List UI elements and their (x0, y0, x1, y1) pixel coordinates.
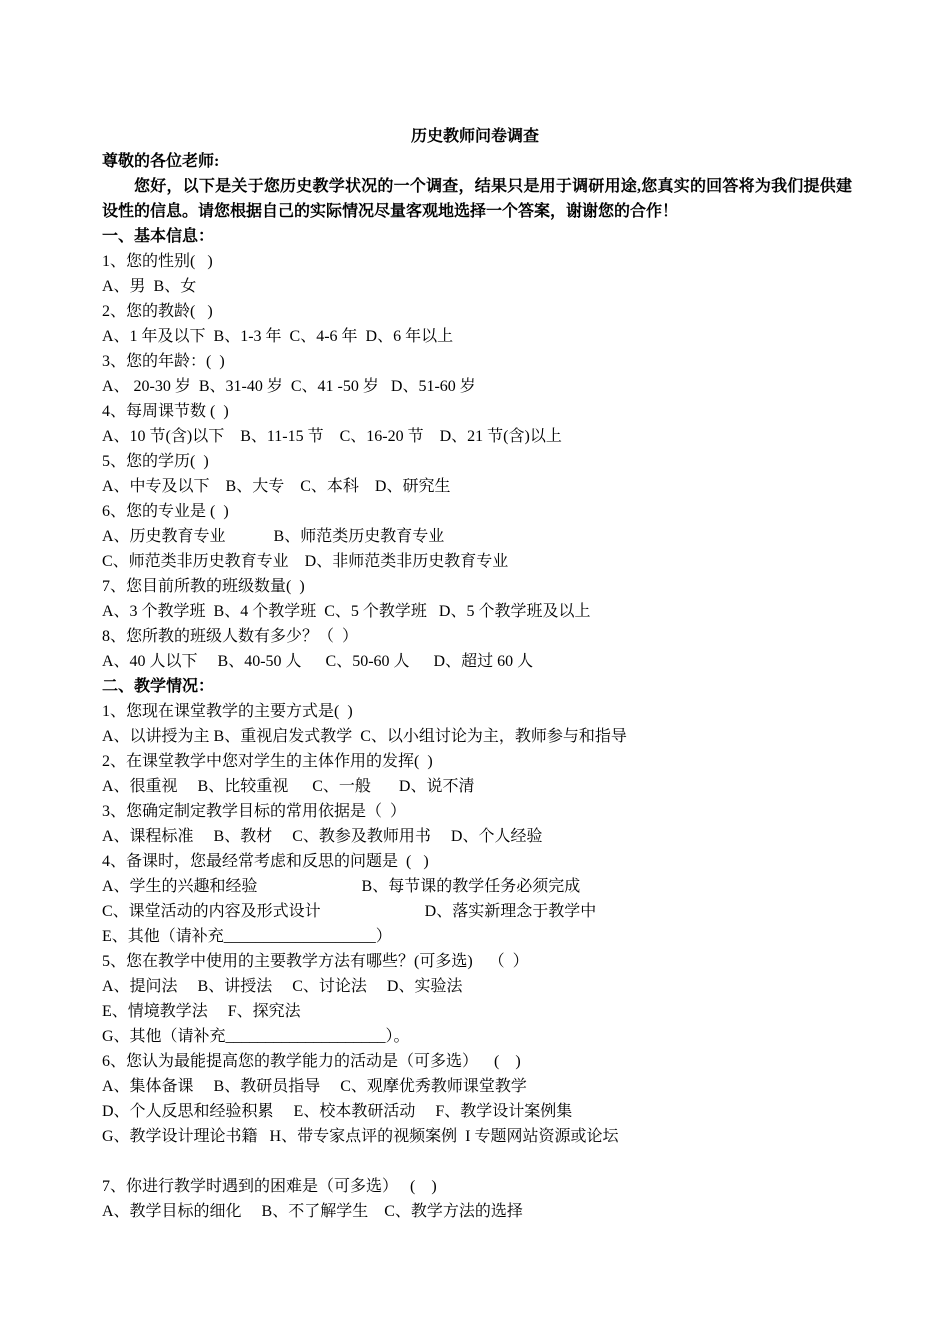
options-line: E、情境教学法 F、探究法 (102, 1003, 301, 1020)
options-line: G、教学设计理论书籍 H、带专家点评的视频案例 I 专题网站资源或论坛 (102, 1128, 619, 1145)
question-line: 1、您的性别( ) (102, 253, 213, 270)
options-line: C、课堂活动的内容及形式设计 D、落实新理念于教学中 (102, 903, 597, 920)
options-line: A、1 年及以下 B、1-3 年 C、4-6 年 D、6 年以上 (102, 328, 454, 345)
question-line: 3、您的年龄：( ) (102, 353, 225, 370)
question-line: 3、您确定制定教学目标的常用依据是（ ） (102, 803, 407, 820)
question-line: 6、您认为最能提高您的教学能力的活动是（可多选） ( ) (102, 1053, 521, 1070)
options-line: E、其他（请补充___________________） (102, 928, 392, 945)
options-line: A、学生的兴趣和经验 B、每节课的教学任务必须完成 (102, 878, 581, 895)
blank-line (102, 1149, 852, 1174)
options-line: A、提问法 B、讲授法 C、讨论法 D、实验法 (102, 978, 463, 995)
options-line: A、以讲授为主 B、重视启发式教学 C、以小组讨论为主，教师参与和指导 (102, 728, 627, 745)
question-line: 1、您现在课堂教学的主要方式是( ) (102, 703, 353, 720)
question-line: 4、每周课节数 ( ) (102, 403, 229, 420)
question-line: 6、您的专业是 ( ) (102, 503, 229, 520)
options-line: A、 20-30 岁 B、31-40 岁 C、41 -50 岁 D、51-60 岁 (102, 378, 476, 395)
document-body (102, 149, 852, 1224)
question-line: 2、您的教龄( ) (102, 303, 213, 320)
options-line: D、个人反思和经验积累 E、校本教研活动 F、教学设计案例集 (102, 1103, 573, 1120)
options-line: A、40 人以下 B、40-50 人 C、50-60 人 D、超过 60 人 (102, 653, 534, 670)
section-heading-teaching: 二、教学情况： (102, 678, 215, 695)
options-line: C、师范类非历史教育专业 D、非师范类非历史教育专业 (102, 553, 509, 570)
options-line: A、历史教育专业 B、师范类历史教育专业 (102, 528, 445, 545)
options-line: A、课程标准 B、教材 C、教参及教师用书 D、个人经验 (102, 828, 543, 845)
options-line: G、其他（请补充____________________）。 (102, 1028, 410, 1045)
question-line: 7、你进行教学时遇到的困难是（可多选） ( ) (102, 1178, 437, 1195)
question-line: 7、您目前所教的班级数量( ) (102, 578, 305, 595)
greeting: 尊敬的各位老师: (102, 153, 220, 170)
question-line: 5、您在教学中使用的主要教学方法有哪些？(可多选) （ ） (102, 953, 529, 970)
question-line: 8、您所教的班级人数有多少？（ ） (102, 628, 359, 645)
options-line: A、集体备课 B、教研员指导 C、观摩优秀教师课堂教学 (102, 1078, 527, 1095)
options-line: A、男 B、女 (102, 278, 197, 295)
options-line: A、3 个教学班 B、4 个教学班 C、5 个教学班 D、5 个教学班及以上 (102, 603, 591, 620)
section-teaching (102, 699, 852, 1224)
options-line: A、教学目标的细化 B、不了解学生 C、教学方法的选择 (102, 1203, 523, 1220)
question-line: 5、您的学历( ) (102, 453, 209, 470)
section-basic-info (102, 249, 852, 674)
section-heading-basic-info: 一、基本信息： (102, 228, 215, 245)
document-title: 历史教师问卷调查 (410, 128, 539, 145)
intro-paragraph: 您好，以下是关于您历史教学状况的一个调查，结果只是用于调研用途,您真实的回答将为我们提供建设性的信息。请您根据自己的实际情况尽量客观地选择一个答案，谢谢您的合作！ (102, 178, 852, 220)
question-line: 2、在课堂教学中您对学生的主体作用的发挥( ) (102, 753, 433, 770)
options-line: A、很重视 B、比较重视 C、一般 D、说不清 (102, 778, 475, 795)
options-line: A、中专及以下 B、大专 C、本科 D、研究生 (102, 478, 451, 495)
options-line: A、10 节(含)以下 B、11-15 节 C、16-20 节 D、21 节(含)以上 (102, 428, 562, 445)
question-line: 4、备课时，您最经常考虑和反思的问题是 ( ) (102, 853, 429, 870)
